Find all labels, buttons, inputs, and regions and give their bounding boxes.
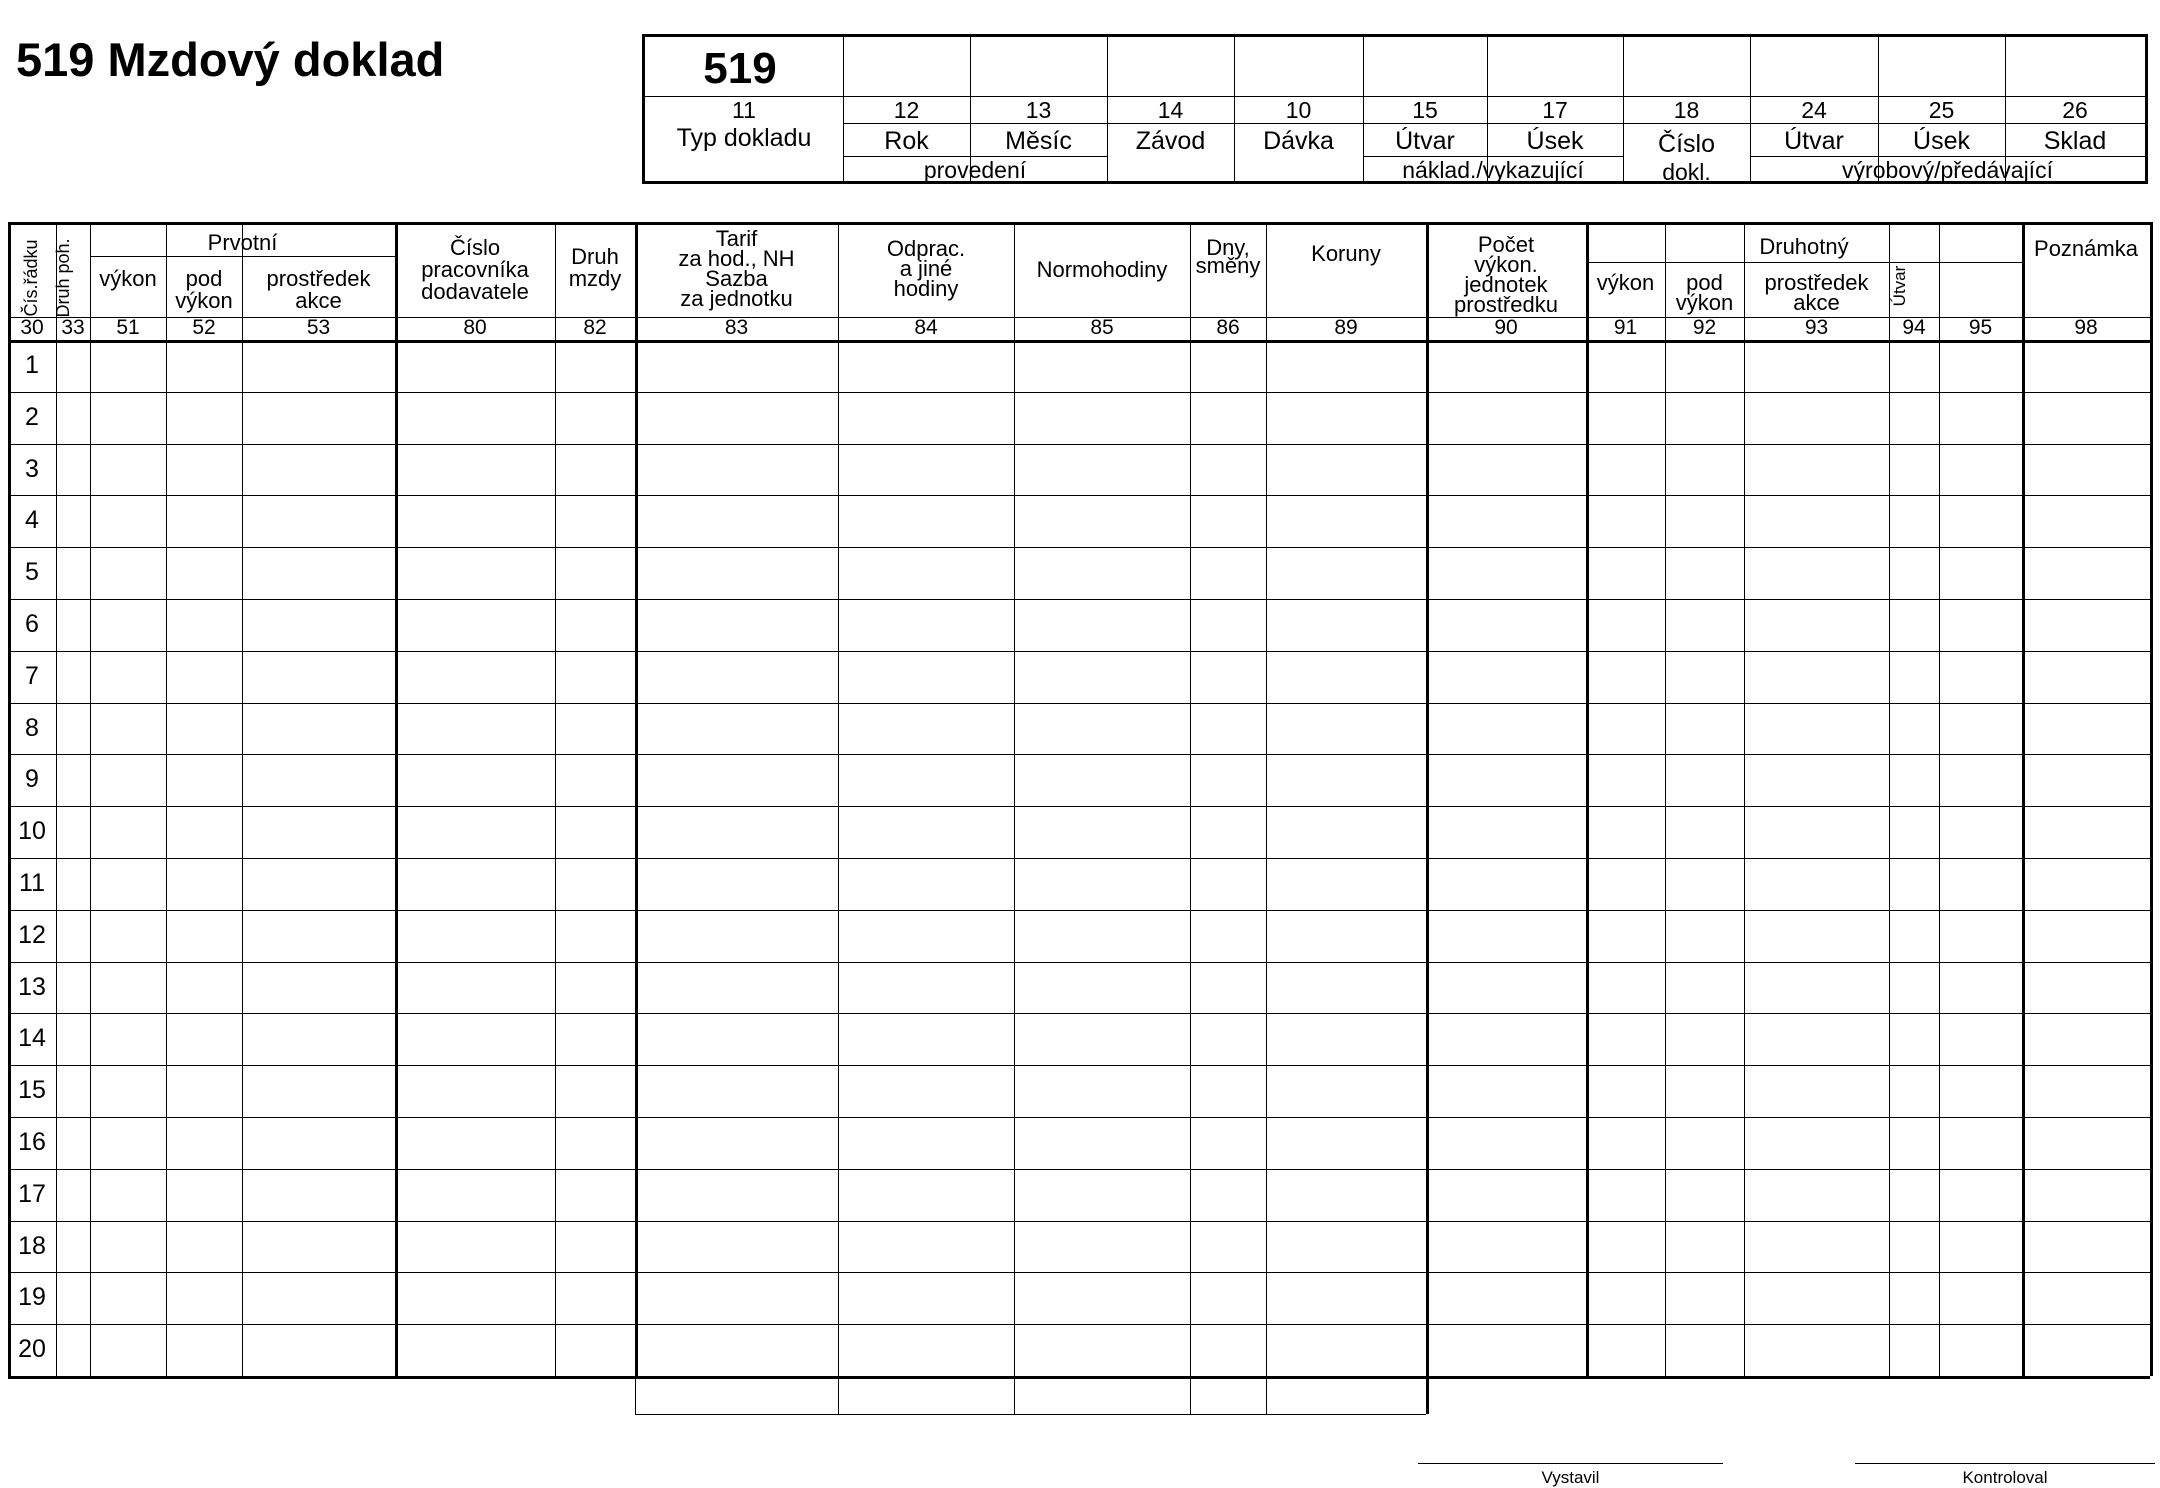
table-vline [1889, 222, 1890, 1376]
header-num: 25 [1928, 97, 1955, 123]
row-number: 20 [18, 1335, 46, 1364]
table-hline [8, 1013, 2150, 1014]
col-label-pracovnika: pracovníka [421, 257, 529, 282]
table-vline [1014, 1376, 1015, 1414]
table-vline [1266, 222, 1267, 1376]
table-vline [56, 222, 57, 1376]
col-label-akce-2: akce [1793, 290, 1840, 315]
header-box [642, 34, 2148, 184]
row-number: 2 [25, 402, 39, 431]
table-vline [395, 222, 398, 1376]
col-label-dodavatele: dodavatele [421, 279, 529, 304]
table-hline [8, 858, 2150, 859]
col-label-dny: Dny, [1206, 235, 1250, 260]
col-label-prostredku: prostředku [1454, 292, 1558, 317]
table-hline [8, 806, 2150, 807]
header-num: 17 [1542, 97, 1568, 123]
kontroloval-label: Kontroloval [1962, 1468, 2048, 1487]
table-vline [1744, 222, 1745, 1376]
header-group-naklad: náklad./vykazující [1402, 157, 1584, 183]
table-hline [8, 547, 2150, 548]
table-hline [8, 495, 2150, 496]
header-num: 13 [1025, 97, 1052, 123]
col-num: 94 [1902, 316, 1926, 339]
col-label-pod: pod [185, 266, 223, 291]
col-label-koruny: Koruny [1311, 241, 1381, 266]
table-vline [242, 222, 243, 1376]
table-vline [166, 222, 167, 1376]
header-label-typ-dokladu: Typ dokladu [676, 124, 812, 152]
row-number: 11 [19, 869, 45, 897]
header-label-dokl: dokl. [1662, 159, 1711, 185]
col-num: 91 [1613, 316, 1638, 339]
table-vline [838, 222, 839, 1376]
col-label-utvar-druhotny: Útvar [1890, 265, 1909, 307]
table-hline [8, 1065, 2150, 1066]
table-hline [8, 599, 2150, 600]
row-number: 17 [18, 1179, 46, 1208]
header-label-utvar-2: Útvar [1784, 127, 1844, 155]
header-num: 18 [1673, 97, 1700, 123]
row-number: 5 [25, 558, 39, 587]
table-vline [1426, 1376, 1429, 1414]
table-vline [2022, 222, 2025, 1376]
col-label-smeny: směny [1195, 253, 1261, 278]
col-num: 51 [116, 316, 140, 339]
table-vline [1266, 1376, 1267, 1414]
header-label-cislo: Číslo [1658, 130, 1715, 158]
row-number: 16 [18, 1128, 46, 1156]
vystavil-label: Vystavil [1541, 1468, 1600, 1487]
col-label-odprac: Odprac. [886, 236, 966, 261]
col-num: 93 [1804, 316, 1829, 339]
table-hline [8, 392, 2150, 393]
table-vline [1665, 222, 1666, 1376]
row-number: 19 [18, 1283, 46, 1312]
col-num: 83 [724, 316, 749, 339]
col-num: 92 [1692, 316, 1717, 339]
table-vline [1586, 222, 1589, 1376]
row-number: 7 [25, 661, 39, 690]
header-num: 24 [1801, 97, 1827, 123]
table-hline [635, 1414, 1426, 1415]
main-table [8, 222, 2150, 1372]
col-label-pod-2: pod [1686, 270, 1723, 295]
col-num: 33 [61, 316, 85, 339]
header-label-utvar: Útvar [1395, 127, 1455, 155]
table-hline [8, 1117, 2150, 1118]
col-label-prostredek-2: prostředek [1764, 270, 1869, 295]
col-num: 85 [1090, 316, 1114, 339]
row-number: 15 [18, 1076, 46, 1105]
col-label-druh-poh: Druh poh. [53, 238, 73, 318]
table-vline [555, 222, 556, 1376]
table-hline [8, 1169, 2150, 1170]
header-num: 11 [732, 97, 756, 123]
col-num: 95 [1968, 316, 1993, 339]
header-label-usek: Úsek [1526, 127, 1584, 155]
table-hline [8, 651, 2150, 652]
header-label-davka: Dávka [1263, 127, 1334, 155]
form-title: 519 Mzdový doklad [16, 33, 445, 86]
group-label-prvotni: Prvotní [207, 230, 278, 255]
table-vline [1190, 1376, 1191, 1414]
col-label-pod-vykon: výkon [175, 288, 233, 313]
col-label-sazba: Sazba [705, 266, 768, 291]
table-hline [8, 1221, 2150, 1222]
doc-type-value[interactable]: 519 [703, 44, 777, 93]
header-label-sklad: Sklad [2043, 127, 2107, 155]
col-num: 30 [20, 316, 44, 339]
col-num: 86 [1216, 316, 1240, 339]
table-hline [8, 703, 2150, 704]
table-vline [90, 222, 91, 1376]
header-num: 12 [893, 97, 920, 123]
header-rule [843, 123, 2145, 124]
row-number: 3 [25, 454, 39, 483]
table-hline [8, 962, 2150, 963]
table-vline [1190, 222, 1191, 1376]
table-hline [8, 754, 2150, 755]
table-hline [1586, 262, 2022, 263]
table-vline [635, 1376, 636, 1414]
col-label-normohodiny: Normohodiny [1036, 257, 1168, 282]
col-label-tarif: Tarif [715, 226, 758, 251]
row-number: 13 [18, 972, 46, 1001]
col-num: 98 [2074, 316, 2098, 339]
header-num: 15 [1412, 97, 1438, 123]
header-label-rok: Rok [884, 127, 929, 155]
col-label-pocet: Počet [1477, 232, 1535, 257]
table-vline [838, 1376, 839, 1414]
kontroloval-line[interactable] [1855, 1463, 2155, 1464]
col-label-prostredek: prostředek [266, 266, 371, 291]
row-number: 9 [25, 765, 39, 794]
col-label-vykon: výkon [99, 266, 157, 291]
table-hline [8, 1324, 2150, 1325]
table-hline [8, 1376, 2150, 1379]
row-number: 1 [25, 351, 39, 379]
table-vline [1014, 222, 1015, 1376]
vystavil-line[interactable] [1418, 1463, 1723, 1464]
col-label-pod-vykon-2: výkon [1675, 290, 1734, 315]
table-vline [1939, 222, 1940, 1376]
col-label-poznamka: Poznámka [2034, 236, 2138, 261]
col-label-mzdy: mzdy [568, 266, 622, 291]
header-num: 10 [1285, 97, 1312, 123]
header-group-vyrobovy: výrobový/předávající [1842, 157, 2053, 183]
row-number: 6 [25, 610, 39, 638]
table-hline [8, 444, 2150, 445]
col-label-cis-radku: Čís.řádku [21, 239, 41, 317]
table-vline [635, 222, 638, 1376]
row-number: 4 [25, 506, 39, 535]
col-label-vykon-pocet: výkon. [1474, 252, 1538, 277]
table-hline [8, 340, 2150, 343]
col-label-za-hod: za hod., NH [678, 246, 795, 271]
table-vline [1426, 222, 1429, 1376]
header-num: 14 [1157, 97, 1184, 123]
col-num: 52 [192, 316, 216, 339]
col-num: 80 [463, 316, 487, 339]
header-label-mesic: Měsíc [1005, 127, 1072, 155]
col-label-druh: Druh [571, 244, 619, 269]
row-number: 10 [18, 817, 46, 846]
col-label-cislo: Číslo [449, 235, 501, 260]
col-label-akce: akce [295, 288, 342, 313]
group-label-druhotny: Druhotný [1759, 234, 1849, 259]
row-number: 18 [18, 1231, 46, 1260]
table-vline [2150, 222, 2153, 1376]
row-number: 12 [18, 920, 46, 949]
table-hline [8, 910, 2150, 911]
col-num: 89 [1334, 316, 1358, 339]
col-label-vykon-2: výkon [1596, 270, 1655, 295]
header-num: 26 [2062, 97, 2088, 123]
col-label-hodiny: hodiny [893, 276, 959, 301]
header-group-provedeni: provedení [923, 157, 1027, 183]
col-num: 53 [306, 316, 331, 339]
col-num: 90 [1494, 316, 1518, 339]
header-label-zavod: Závod [1135, 127, 1206, 155]
col-label-a-jine: a jiné [899, 256, 953, 281]
row-number: 14 [18, 1024, 46, 1053]
col-num: 82 [583, 316, 607, 339]
col-num: 84 [914, 316, 938, 339]
row-number: 8 [25, 713, 39, 742]
table-hline [8, 222, 2150, 225]
table-hline [90, 256, 395, 257]
col-label-jednotek: jednotek [1464, 272, 1548, 297]
header-label-usek-2: Úsek [1913, 127, 1970, 155]
table-hline [8, 1272, 2150, 1273]
col-label-za-jednotku: za jednotku [680, 286, 793, 311]
